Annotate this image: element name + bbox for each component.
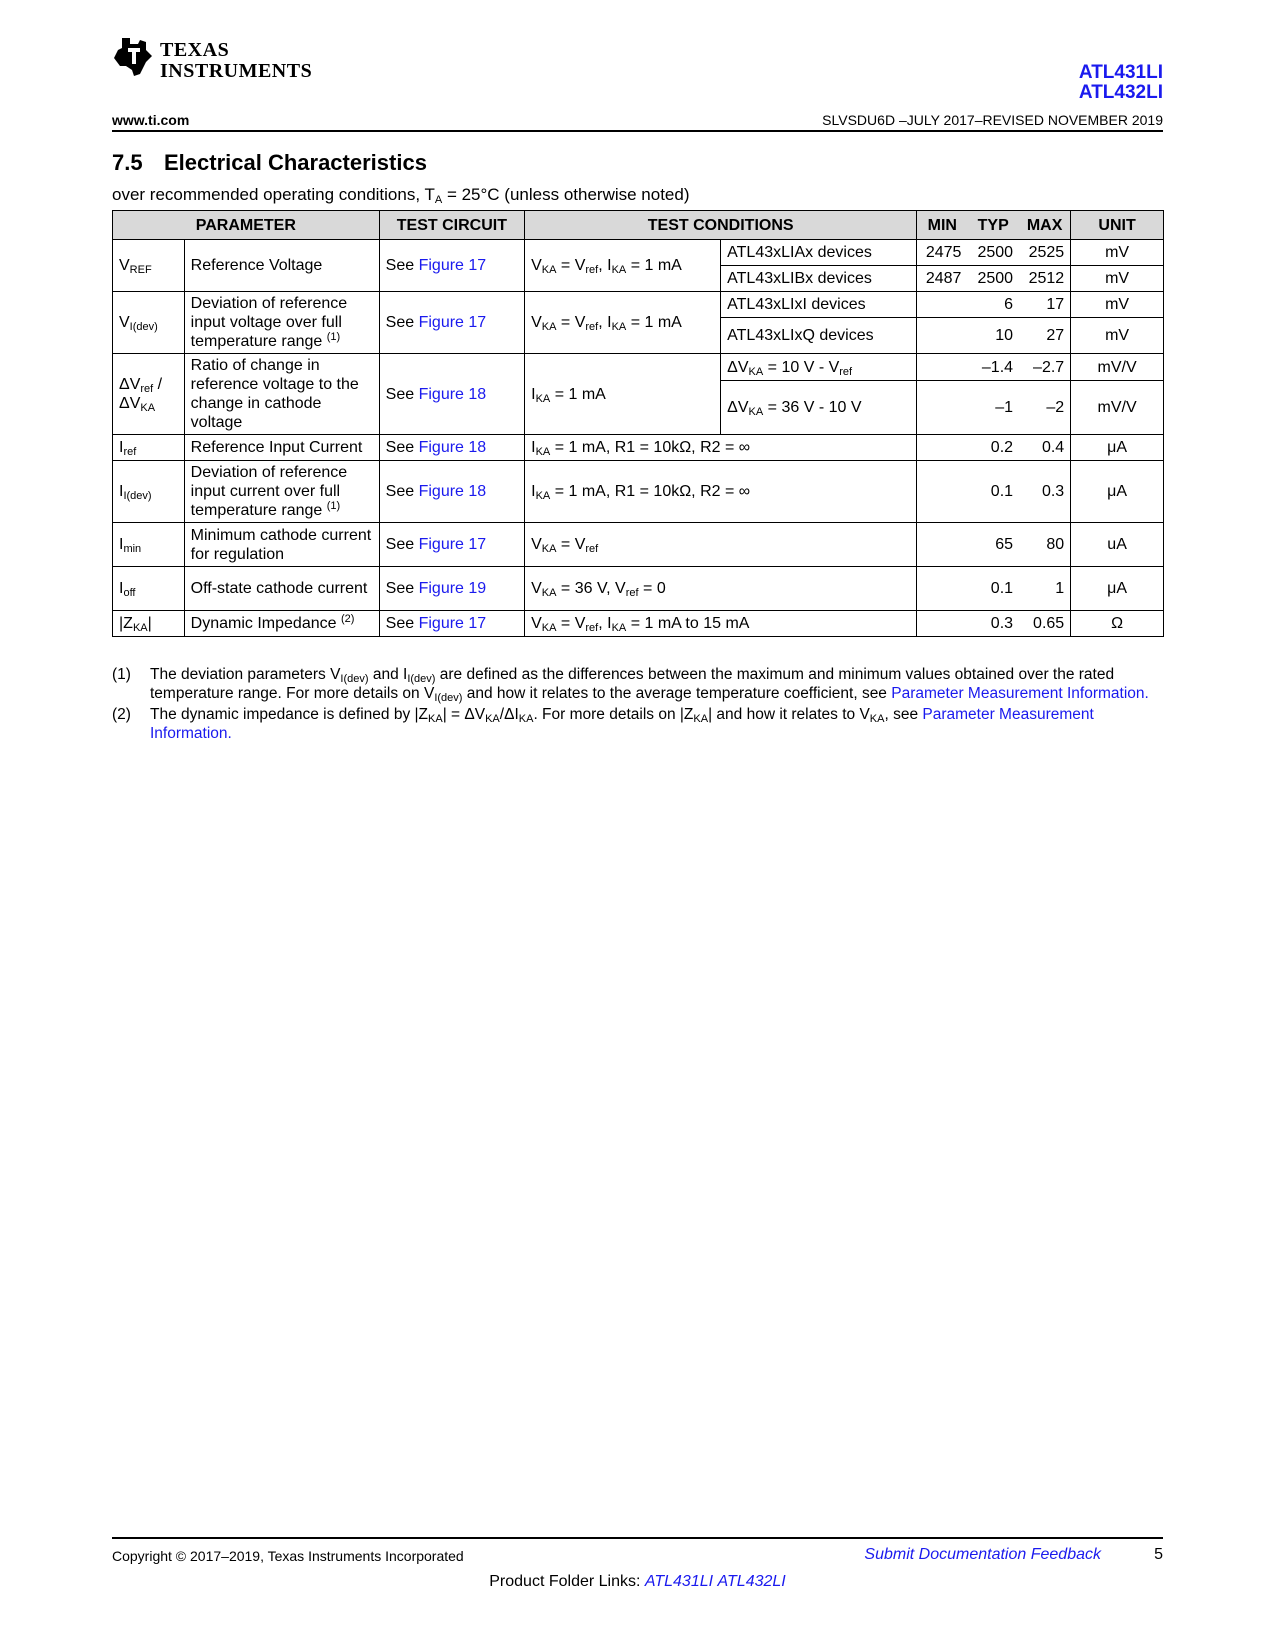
header-min: MIN [917, 211, 968, 240]
test-circuit: See Figure 17 [379, 292, 524, 354]
value-unit: uA [1071, 523, 1164, 567]
product-folder-links [0, 1573, 1275, 1591]
value-typ: 10 [967, 318, 1019, 354]
value-max: 1 [1019, 567, 1071, 611]
footnote-2: (2) The dynamic impedance is defined by $|Z_{KA}| = \Delta V_{KA}/\Delta I_{KA}$. For more details on $|Z_{KA}|$ and how it relates to $V_{KA}$, see Parameter Measurement Information. [112, 706, 1094, 742]
param-description: Reference Input Current [184, 435, 379, 461]
sub-condition: ATL43xLIAx devices [721, 240, 917, 266]
value-min: 2487 [917, 266, 968, 292]
value-typ: 6 [967, 292, 1019, 318]
value-max: 2512 [1019, 266, 1071, 292]
value-typ: –1.4 [967, 354, 1019, 381]
footer [112, 1544, 1163, 1564]
figure-link[interactable]: Figure 18 [418, 385, 487, 403]
page-number: 5 [1154, 1546, 1163, 1563]
value-unit: mV [1071, 240, 1164, 266]
table-header-row [113, 211, 1164, 240]
value-unit: mV [1071, 318, 1164, 354]
param-symbol: $I_{I(dev)}$ [113, 461, 185, 523]
header-max: MAX [1019, 211, 1071, 240]
value-max: 17 [1019, 292, 1071, 318]
header-test-conditions: TEST CONDITIONS [525, 211, 917, 240]
value-max: –2.7 [1019, 354, 1071, 381]
value-min [917, 292, 968, 318]
param-description: Minimum cathode current for regulation [184, 523, 379, 567]
sub-condition: ATL43xLIBx devices [721, 266, 917, 292]
param-description: Reference Voltage [184, 240, 379, 292]
value-min [917, 354, 968, 381]
value-min [917, 435, 968, 461]
value-unit: μA [1071, 435, 1164, 461]
param-description: Deviation of reference input current over full temperature range $^{(1)}$ [184, 461, 379, 523]
value-typ: 0.1 [967, 567, 1019, 611]
test-condition: $V_{KA} = V_{ref}$, $I_{KA} = 1$ mA [525, 240, 721, 292]
table-row [113, 240, 1164, 266]
test-circuit: See Figure 18 [379, 461, 524, 523]
value-min [917, 381, 968, 435]
value-max: 27 [1019, 318, 1071, 354]
value-unit: mV [1071, 266, 1164, 292]
value-max: 80 [1019, 523, 1071, 567]
value-unit: mV [1071, 292, 1164, 318]
subtitle-text-post: = 25°C (unless otherwise noted) [442, 185, 690, 204]
header-test-circuit: TEST CIRCUIT [379, 211, 524, 240]
table-row [113, 354, 1164, 381]
sub-condition: $\Delta V_{KA} = 10$ V - $V_{ref}$ [721, 354, 917, 381]
value-unit: μA [1071, 461, 1164, 523]
param-description: Deviation of reference input voltage over full temperature range $^{(1)}$ [184, 292, 379, 354]
test-condition: $V_{KA} = V_{ref}$, $I_{KA} = 1$ mA [525, 292, 721, 354]
subtitle-sub: A [434, 194, 443, 206]
submit-feedback-link[interactable]: Submit Documentation Feedback [864, 1546, 1101, 1563]
product-link-atl432li[interactable]: ATL432LI [717, 1573, 786, 1590]
test-circuit: See Figure 19 [379, 567, 524, 611]
product-links-label: Product Folder Links: [489, 1573, 645, 1590]
header-unit: UNIT [1071, 211, 1164, 240]
header-typ: TYP [967, 211, 1019, 240]
value-max: 0.65 [1019, 611, 1071, 637]
table-row [113, 567, 1164, 611]
value-typ: 0.3 [967, 611, 1019, 637]
company-name-line2: INSTRUMENTS [160, 60, 313, 82]
param-description: Off-state cathode current [184, 567, 379, 611]
test-circuit: See Figure 17 [379, 611, 524, 637]
table-row [113, 523, 1164, 567]
value-unit: mV/V [1071, 381, 1164, 435]
parameter-measurement-link[interactable]: Parameter Measurement Information. [150, 706, 1094, 742]
electrical-characteristics-table [112, 210, 1164, 637]
param-description: Dynamic Impedance $^{(2)}$ [184, 611, 379, 637]
value-max: 2525 [1019, 240, 1071, 266]
value-min [917, 461, 968, 523]
value-min [917, 567, 968, 611]
value-typ: 0.1 [967, 461, 1019, 523]
test-condition: $I_{KA} = 1$ mA, R1 = 10kΩ, R2 = ∞ [525, 461, 917, 523]
param-symbol: $I_{min}$ [113, 523, 185, 567]
header-line [112, 112, 1163, 132]
value-unit: mV/V [1071, 354, 1164, 381]
value-min [917, 611, 968, 637]
test-circuit: See Figure 17 [379, 523, 524, 567]
table-row [113, 292, 1164, 318]
sub-condition: ATL43xLIxQ devices [721, 318, 917, 354]
test-condition: $V_{KA} = 36$ V, $V_{ref} = 0$ [525, 567, 917, 611]
test-condition: $I_{KA} = 1$ mA, R1 = 10kΩ, R2 = ∞ [525, 435, 917, 461]
subtitle-text: over recommended operating conditions, T [112, 185, 435, 204]
section-heading [112, 150, 427, 176]
part-numbers [1079, 63, 1163, 103]
figure-link[interactable]: Figure 17 [418, 314, 487, 331]
test-circuit: See Figure 17 [379, 240, 524, 292]
part-number-2[interactable]: ATL432LI [1078, 82, 1163, 103]
ti-logo [112, 36, 312, 86]
figure-link[interactable]: Figure 19 [418, 580, 487, 597]
figure-link[interactable]: Figure 17 [418, 536, 487, 553]
part-number-1[interactable]: ATL431LI [1078, 62, 1163, 83]
sub-condition: $\Delta V_{KA} = 36$ V - 10 V [721, 381, 917, 435]
test-condition: $V_{KA} = V_{ref}$ [525, 523, 917, 567]
param-description: Ratio of change in reference voltage to the change in cathode voltage [184, 354, 379, 435]
value-unit: μA [1071, 567, 1164, 611]
test-circuit: See Figure 18 [379, 354, 524, 435]
value-min [917, 523, 968, 567]
value-min [917, 318, 968, 354]
footnote-mark: (1) [112, 666, 131, 683]
value-max: 0.4 [1019, 435, 1071, 461]
figure-link[interactable]: Figure 18 [418, 483, 487, 500]
value-typ: 0.2 [967, 435, 1019, 461]
value-typ: –1 [967, 381, 1019, 435]
value-max: –2 [1019, 381, 1071, 435]
doc-info: SLVSDU6D –JULY 2017–REVISED NOVEMBER 2019 [822, 112, 1163, 128]
company-name-line1: TEXAS [160, 39, 230, 61]
table-row [113, 435, 1164, 461]
parameter-measurement-link[interactable]: Parameter Measurement Information. [891, 685, 1149, 702]
table-row [113, 461, 1164, 523]
product-link-atl431li[interactable]: ATL431LI [644, 1573, 714, 1590]
figure-link[interactable]: Figure 17 [418, 257, 487, 274]
param-symbol: $\Delta V_{ref}$ / $\Delta V_{KA}$ [113, 354, 185, 435]
value-unit: Ω [1071, 611, 1164, 637]
copyright: Copyright © 2017–2019, Texas Instruments Incorporated [112, 1548, 464, 1564]
test-condition: $V_{KA} = V_{ref}$, $I_{KA} = 1$ mA to 15 mA [525, 611, 917, 637]
sub-condition: ATL43xLIxI devices [721, 292, 917, 318]
figure-link[interactable]: Figure 17 [418, 615, 487, 632]
param-symbol: $I_{ref}$ [113, 435, 185, 461]
section-number: 7.5 [112, 150, 143, 175]
figure-link[interactable]: Figure 18 [418, 439, 487, 456]
value-max: 0.3 [1019, 461, 1071, 523]
param-symbol: $V_{REF}$ [113, 240, 185, 292]
value-min: 2475 [917, 240, 968, 266]
test-circuit: See Figure 18 [379, 435, 524, 461]
param-symbol: $|Z_{KA}|$ [113, 611, 185, 637]
table-row [113, 611, 1164, 637]
value-typ: 2500 [967, 266, 1019, 292]
footer-rule [112, 1537, 1163, 1539]
ti-logo-icon [112, 36, 154, 78]
footnote-1: (1) The deviation parameters $V_{I(dev)}$ and $I_{I(dev)}$ are defined as the differences between the maximum and minimum values obtained over the rated temperature range. For more details on $V_{I(dev)}$ and how it relates to the average temperature coefficient, see Parameter Measurement Information. [112, 666, 1149, 704]
param-symbol: $V_{I(dev)}$ [113, 292, 185, 354]
website-link[interactable]: www.ti.com [112, 112, 190, 128]
section-title: Electrical Characteristics [164, 150, 427, 175]
header-parameter: PARAMETER [113, 211, 380, 240]
value-typ: 2500 [967, 240, 1019, 266]
value-typ: 65 [967, 523, 1019, 567]
footnote-mark: (2) [112, 706, 131, 723]
footnotes [112, 665, 1164, 745]
section-subtitle [112, 185, 690, 205]
test-condition: $I_{KA} = 1$ mA [525, 354, 721, 435]
param-symbol: $I_{off}$ [113, 567, 185, 611]
header-rule [112, 130, 1163, 132]
